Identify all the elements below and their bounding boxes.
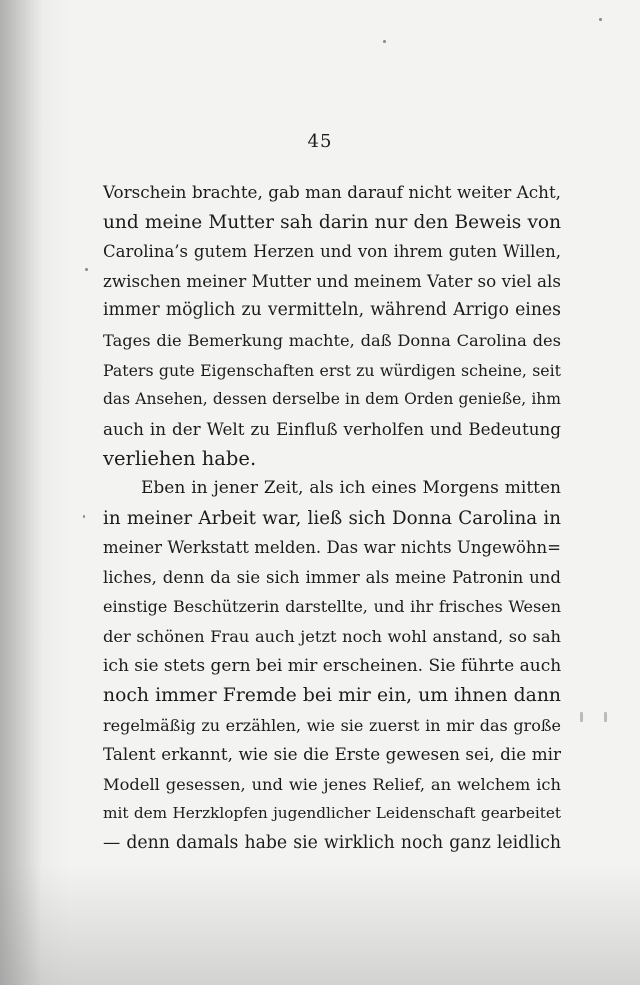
text-line: regelmäßig zu erzählen, wie sie zuerst in mir das große [103,715,561,735]
text-line: noch immer Fremde bei mir ein, um ihnen dann [103,685,561,707]
text-line: und meine Mutter sah darin nur den Beweis von [103,211,561,233]
text-line: — denn damals habe sie wirklich noch ganz leidlich [103,833,561,854]
paper-speck [604,712,607,722]
text-line: verliehen habe. [103,447,257,471]
text-line: Tages die Bemerkung machte, daß Donna Carolina des [103,330,561,350]
text-line: in meiner Arbeit war, ließ sich Donna Carolina in [103,507,561,529]
paper-speck [599,18,602,21]
text-line: auch in der Welt zu Einfluß verholfen und Bedeutung [103,418,561,439]
text-line: Vorschein brachte, gab man darauf nicht weiter Acht, [103,182,561,202]
text-line: Paters gute Eigenschaften erst zu würdigen scheine, seit [103,360,561,380]
text-line: Talent erkannt, wie sie die Erste gewesen sei, die mir [103,744,561,765]
text-line: Modell gesessen, und wie jenes Relief, an welchem ich [103,774,561,794]
paper-speck [83,515,85,518]
text-line: zwischen meiner Mutter und meinem Vater so viel als [103,270,561,291]
text-line: mit dem Herzklopfen jugendlicher Leidenschaft gearbeitet [103,804,561,823]
paragraph-1 [103,178,561,474]
text-line: Eben in jener Zeit, als ich eines Morgens mitten [141,477,561,498]
text-line: meiner Werkstatt melden. Das war nichts Ungewöhn= [103,538,561,558]
page-number: 45 [307,131,333,152]
text-line: der schönen Frau auch jetzt noch wohl anstand, so sah [103,626,561,646]
text-line: das Ansehen, dessen derselbe in dem Orden genieße, ihm [103,390,561,409]
text-line: immer möglich zu vermitteln, während Arrigo eines [103,300,561,321]
paper-speck [383,40,386,43]
text-line: einstige Beschützerin darstellte, und ihr frisches Wesen [103,597,561,617]
text-line: liches, denn da sie sich immer als meine Patronin und [103,567,561,587]
paragraph-2 [103,474,561,859]
text-line: ich sie stets gern bei mir erscheinen. Sie führte auch [103,655,562,676]
text-line: Carolina’s gutem Herzen und von ihrem guten Willen, [103,242,561,262]
paper-speck [85,268,88,271]
body-text [103,178,561,859]
paper-speck [580,712,583,722]
page-bottom-shadow [0,865,640,985]
